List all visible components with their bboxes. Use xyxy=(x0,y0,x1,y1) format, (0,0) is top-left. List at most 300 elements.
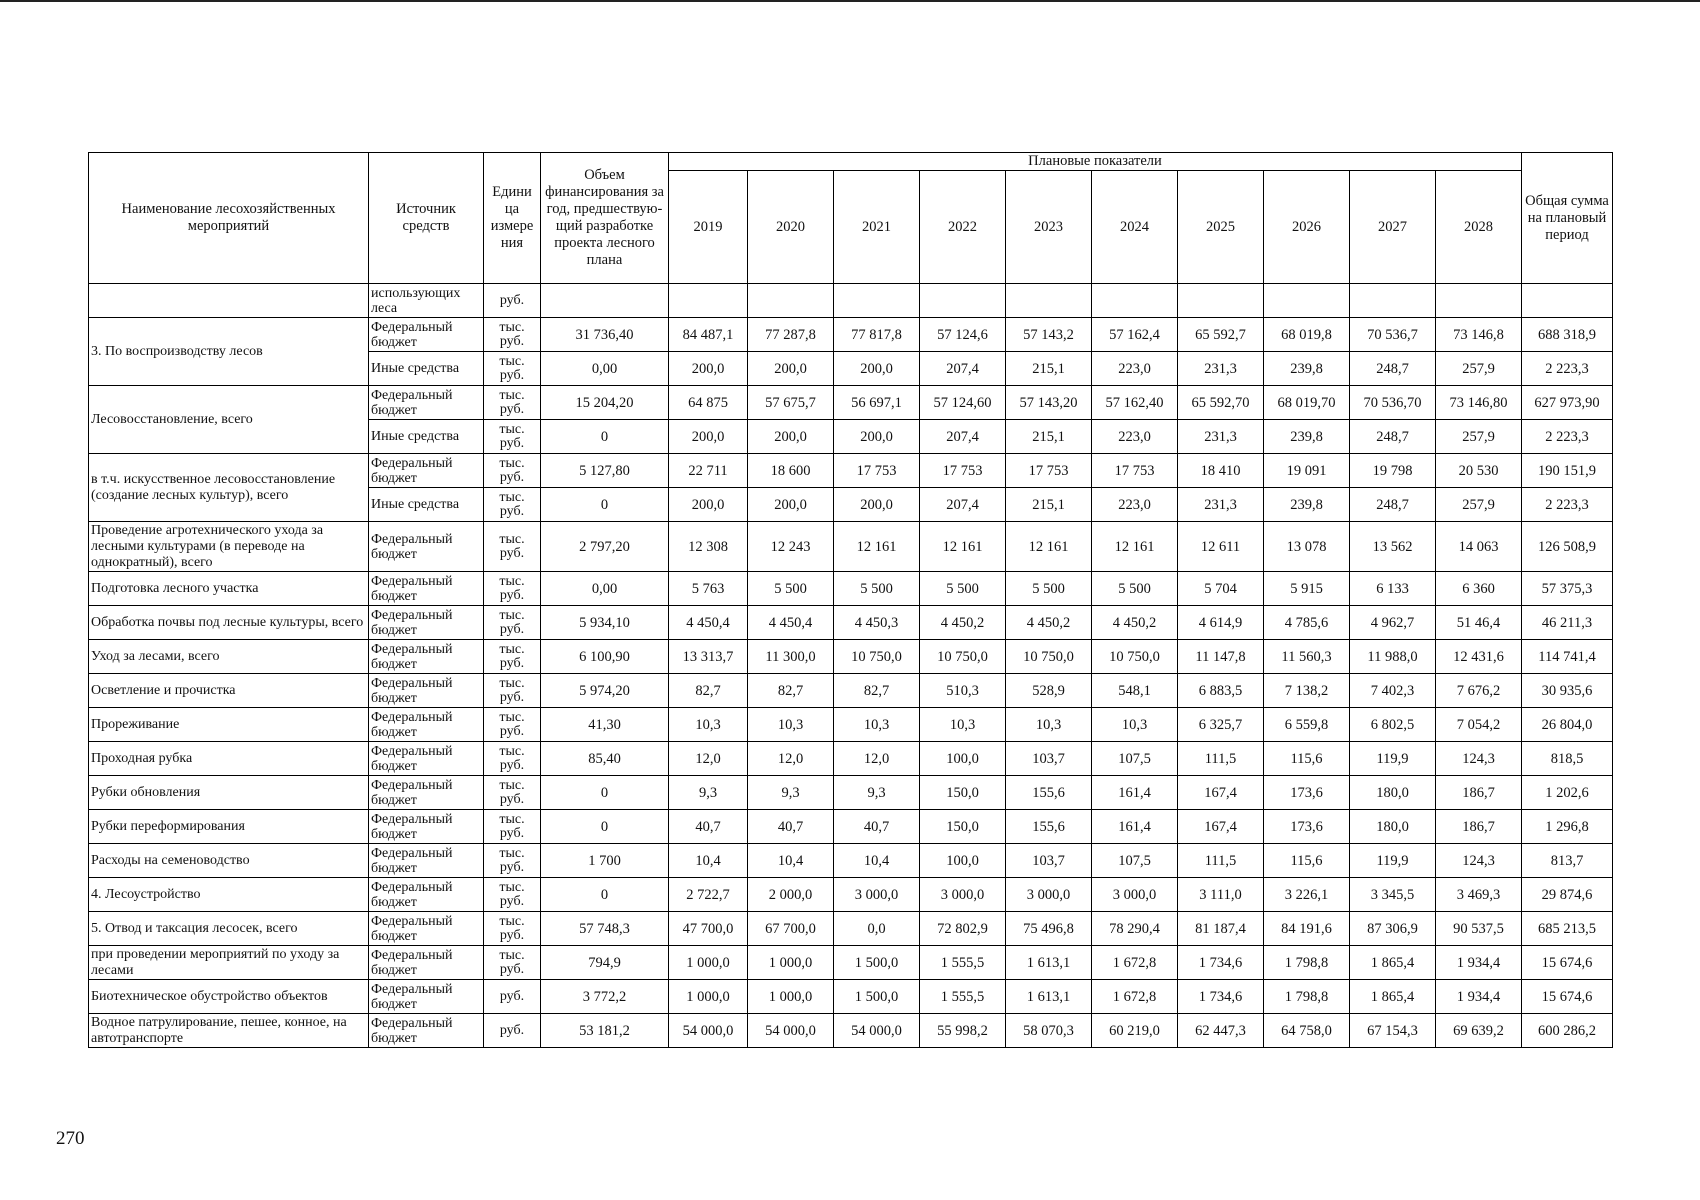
table-row xyxy=(89,318,1613,352)
unit: тыс. руб. xyxy=(484,810,541,844)
year-value: 11 147,8 xyxy=(1178,640,1264,674)
year-value: 12 431,6 xyxy=(1436,640,1522,674)
year-value: 3 000,0 xyxy=(1092,878,1178,912)
prev-volume: 0,00 xyxy=(541,572,669,606)
table-row xyxy=(89,1014,1613,1048)
empty-cell xyxy=(1006,284,1092,318)
prev-volume: 794,9 xyxy=(541,946,669,980)
year-value: 69 639,2 xyxy=(1436,1014,1522,1048)
year-value: 115,6 xyxy=(1264,742,1350,776)
year-value: 223,0 xyxy=(1092,352,1178,386)
year-value: 6 802,5 xyxy=(1350,708,1436,742)
table-row xyxy=(89,742,1613,776)
year-value: 72 802,9 xyxy=(920,912,1006,946)
year-value: 1 934,4 xyxy=(1436,946,1522,980)
year-value: 17 753 xyxy=(1092,454,1178,488)
year-value: 161,4 xyxy=(1092,810,1178,844)
header-year: 2023 xyxy=(1006,171,1092,284)
total-value: 813,7 xyxy=(1522,844,1613,878)
total-value: 685 213,5 xyxy=(1522,912,1613,946)
activity-name: 5. Отвод и таксация лесосек, всего xyxy=(89,912,369,946)
year-value: 82,7 xyxy=(748,674,834,708)
year-value: 3 000,0 xyxy=(920,878,1006,912)
year-value: 5 500 xyxy=(748,572,834,606)
unit: тыс. руб. xyxy=(484,844,541,878)
unit: тыс. руб. xyxy=(484,742,541,776)
year-value: 84 487,1 xyxy=(669,318,748,352)
year-value: 5 915 xyxy=(1264,572,1350,606)
year-value: 19 798 xyxy=(1350,454,1436,488)
year-value: 12,0 xyxy=(748,742,834,776)
year-value: 223,0 xyxy=(1092,420,1178,454)
year-value: 1 613,1 xyxy=(1006,980,1092,1014)
activity-name: при проведении мероприятий по уходу за лесами xyxy=(89,946,369,980)
year-value: 180,0 xyxy=(1350,776,1436,810)
year-value: 100,0 xyxy=(920,742,1006,776)
year-value: 4 450,4 xyxy=(748,606,834,640)
year-value: 5 763 xyxy=(669,572,748,606)
year-value: 1 672,8 xyxy=(1092,980,1178,1014)
year-value: 68 019,8 xyxy=(1264,318,1350,352)
year-value: 20 530 xyxy=(1436,454,1522,488)
year-value: 1 798,8 xyxy=(1264,980,1350,1014)
activity-name: Подготовка лесного участка xyxy=(89,572,369,606)
table-row xyxy=(89,844,1613,878)
funding-source: Федеральный бюджет xyxy=(369,946,484,980)
empty-cell xyxy=(1092,284,1178,318)
header-year: 2028 xyxy=(1436,171,1522,284)
year-value: 248,7 xyxy=(1350,488,1436,522)
year-value: 107,5 xyxy=(1092,742,1178,776)
funding-source: Федеральный бюджет xyxy=(369,522,484,572)
prev-volume: 0,00 xyxy=(541,352,669,386)
row-name-empty xyxy=(89,284,369,318)
prev-volume: 31 736,40 xyxy=(541,318,669,352)
unit: тыс. руб. xyxy=(484,776,541,810)
year-value: 1 500,0 xyxy=(834,980,920,1014)
year-value: 70 536,70 xyxy=(1350,386,1436,420)
total-value: 190 151,9 xyxy=(1522,454,1613,488)
prev-volume: 1 700 xyxy=(541,844,669,878)
year-value: 40,7 xyxy=(669,810,748,844)
year-value: 510,3 xyxy=(920,674,1006,708)
year-value: 173,6 xyxy=(1264,776,1350,810)
year-value: 124,3 xyxy=(1436,844,1522,878)
year-value: 4 450,2 xyxy=(1092,606,1178,640)
year-value: 257,9 xyxy=(1436,352,1522,386)
year-value: 215,1 xyxy=(1006,352,1092,386)
year-value: 13 562 xyxy=(1350,522,1436,572)
year-value: 12 161 xyxy=(920,522,1006,572)
prev-volume: 57 748,3 xyxy=(541,912,669,946)
year-value: 10,3 xyxy=(1006,708,1092,742)
year-value: 548,1 xyxy=(1092,674,1178,708)
prev-volume: 53 181,2 xyxy=(541,1014,669,1048)
year-value: 4 962,7 xyxy=(1350,606,1436,640)
prev-volume: 0 xyxy=(541,878,669,912)
year-value: 239,8 xyxy=(1264,420,1350,454)
table-row xyxy=(89,674,1613,708)
year-value: 119,9 xyxy=(1350,844,1436,878)
year-value: 10,3 xyxy=(748,708,834,742)
row-unit: руб. xyxy=(484,284,541,318)
year-value: 1 734,6 xyxy=(1178,946,1264,980)
year-value: 207,4 xyxy=(920,352,1006,386)
year-value: 248,7 xyxy=(1350,352,1436,386)
unit: тыс. руб. xyxy=(484,946,541,980)
year-value: 173,6 xyxy=(1264,810,1350,844)
year-value: 161,4 xyxy=(1092,776,1178,810)
total-value: 126 508,9 xyxy=(1522,522,1613,572)
year-value: 17 753 xyxy=(1006,454,1092,488)
total-value: 2 223,3 xyxy=(1522,352,1613,386)
year-value: 119,9 xyxy=(1350,742,1436,776)
empty-cell xyxy=(1350,284,1436,318)
year-value: 6 883,5 xyxy=(1178,674,1264,708)
year-value: 257,9 xyxy=(1436,420,1522,454)
activity-name: Уход за лесами, всего xyxy=(89,640,369,674)
year-value: 40,7 xyxy=(834,810,920,844)
prev-volume: 0 xyxy=(541,810,669,844)
activity-name: 4. Лесоустройство xyxy=(89,878,369,912)
year-value: 12 161 xyxy=(834,522,920,572)
activity-name: Водное патрулирование, пешее, конное, на автотранспорте xyxy=(89,1014,369,1048)
year-value: 239,8 xyxy=(1264,352,1350,386)
total-value: 1 296,8 xyxy=(1522,810,1613,844)
empty-cell xyxy=(541,284,669,318)
year-value: 6 360 xyxy=(1436,572,1522,606)
funding-source: Федеральный бюджет xyxy=(369,386,484,420)
year-value: 5 500 xyxy=(834,572,920,606)
total-value: 818,5 xyxy=(1522,742,1613,776)
year-value: 231,3 xyxy=(1178,420,1264,454)
funding-source: Федеральный бюджет xyxy=(369,674,484,708)
year-value: 10,4 xyxy=(834,844,920,878)
year-value: 1 000,0 xyxy=(748,946,834,980)
funding-source: Федеральный бюджет xyxy=(369,606,484,640)
empty-cell xyxy=(920,284,1006,318)
year-value: 1 555,5 xyxy=(920,946,1006,980)
activity-name: Рубки переформирования xyxy=(89,810,369,844)
year-value: 18 410 xyxy=(1178,454,1264,488)
unit: тыс. руб. xyxy=(484,912,541,946)
top-rule xyxy=(0,0,1700,2)
year-value: 5 500 xyxy=(920,572,1006,606)
prev-volume: 5 934,10 xyxy=(541,606,669,640)
year-value: 57 143,20 xyxy=(1006,386,1092,420)
activity-name: Биотехническое обустройство объектов xyxy=(89,980,369,1014)
year-value: 14 063 xyxy=(1436,522,1522,572)
year-value: 10,3 xyxy=(1092,708,1178,742)
year-value: 67 700,0 xyxy=(748,912,834,946)
year-value: 9,3 xyxy=(669,776,748,810)
year-value: 12 611 xyxy=(1178,522,1264,572)
year-value: 13 313,7 xyxy=(669,640,748,674)
table-row xyxy=(89,912,1613,946)
year-value: 107,5 xyxy=(1092,844,1178,878)
year-value: 60 219,0 xyxy=(1092,1014,1178,1048)
year-value: 82,7 xyxy=(834,674,920,708)
year-value: 75 496,8 xyxy=(1006,912,1092,946)
unit: тыс. руб. xyxy=(484,386,541,420)
header-year: 2026 xyxy=(1264,171,1350,284)
year-value: 51 46,4 xyxy=(1436,606,1522,640)
activity-name: Проведение агротехнического ухода за лесными культурами (в переводе на однократный), всего xyxy=(89,522,369,572)
prev-volume: 41,30 xyxy=(541,708,669,742)
year-value: 1 734,6 xyxy=(1178,980,1264,1014)
year-value: 64 758,0 xyxy=(1264,1014,1350,1048)
year-value: 12 308 xyxy=(669,522,748,572)
year-value: 223,0 xyxy=(1092,488,1178,522)
table-body xyxy=(89,284,1613,1048)
year-value: 65 592,7 xyxy=(1178,318,1264,352)
unit: тыс. руб. xyxy=(484,352,541,386)
year-value: 207,4 xyxy=(920,420,1006,454)
activity-name: Расходы на семеноводство xyxy=(89,844,369,878)
year-value: 155,6 xyxy=(1006,810,1092,844)
year-value: 150,0 xyxy=(920,810,1006,844)
activity-name: в т.ч. искусственное лесовосстановление (создание лесных культур), всего xyxy=(89,454,369,522)
prev-volume: 0 xyxy=(541,776,669,810)
year-value: 78 290,4 xyxy=(1092,912,1178,946)
year-value: 111,5 xyxy=(1178,844,1264,878)
header-name: Наименование лесохозяйственных мероприятий xyxy=(89,153,369,284)
year-value: 12,0 xyxy=(834,742,920,776)
activity-name: Лесовосстановление, всего xyxy=(89,386,369,454)
year-value: 200,0 xyxy=(748,352,834,386)
table-row xyxy=(89,878,1613,912)
year-value: 207,4 xyxy=(920,488,1006,522)
year-value: 6 133 xyxy=(1350,572,1436,606)
year-value: 3 469,3 xyxy=(1436,878,1522,912)
year-value: 11 988,0 xyxy=(1350,640,1436,674)
header-source: Источник средств xyxy=(369,153,484,284)
prev-volume: 2 797,20 xyxy=(541,522,669,572)
year-value: 167,4 xyxy=(1178,810,1264,844)
prev-volume: 3 772,2 xyxy=(541,980,669,1014)
table-row xyxy=(89,572,1613,606)
year-value: 103,7 xyxy=(1006,742,1092,776)
unit: тыс. руб. xyxy=(484,572,541,606)
year-value: 1 865,4 xyxy=(1350,980,1436,1014)
funding-source: Федеральный бюджет xyxy=(369,1014,484,1048)
year-value: 18 600 xyxy=(748,454,834,488)
row-source: использующих леса xyxy=(369,284,484,318)
year-value: 1 934,4 xyxy=(1436,980,1522,1014)
year-value: 3 000,0 xyxy=(1006,878,1092,912)
year-value: 73 146,8 xyxy=(1436,318,1522,352)
year-value: 7 402,3 xyxy=(1350,674,1436,708)
total-value: 688 318,9 xyxy=(1522,318,1613,352)
total-value: 600 286,2 xyxy=(1522,1014,1613,1048)
year-value: 9,3 xyxy=(834,776,920,810)
year-value: 1 798,8 xyxy=(1264,946,1350,980)
year-value: 7 676,2 xyxy=(1436,674,1522,708)
header-year: 2027 xyxy=(1350,171,1436,284)
year-value: 215,1 xyxy=(1006,488,1092,522)
year-value: 70 536,7 xyxy=(1350,318,1436,352)
funding-source: Федеральный бюджет xyxy=(369,878,484,912)
funding-source: Федеральный бюджет xyxy=(369,844,484,878)
year-value: 82,7 xyxy=(669,674,748,708)
year-value: 167,4 xyxy=(1178,776,1264,810)
year-value: 2 000,0 xyxy=(748,878,834,912)
year-value: 186,7 xyxy=(1436,810,1522,844)
unit: тыс. руб. xyxy=(484,488,541,522)
year-value: 528,9 xyxy=(1006,674,1092,708)
year-value: 5 500 xyxy=(1006,572,1092,606)
table-row xyxy=(89,640,1613,674)
year-value: 100,0 xyxy=(920,844,1006,878)
year-value: 231,3 xyxy=(1178,488,1264,522)
table-row xyxy=(89,776,1613,810)
year-value: 64 875 xyxy=(669,386,748,420)
activity-name: 3. По воспроизводству лесов xyxy=(89,318,369,386)
year-value: 57 124,6 xyxy=(920,318,1006,352)
year-value: 103,7 xyxy=(1006,844,1092,878)
year-value: 4 450,2 xyxy=(920,606,1006,640)
header-plan: Плановые показатели xyxy=(669,153,1522,171)
funding-source: Федеральный бюджет xyxy=(369,454,484,488)
year-value: 12 161 xyxy=(1092,522,1178,572)
total-value: 2 223,3 xyxy=(1522,488,1613,522)
funding-source: Федеральный бюджет xyxy=(369,810,484,844)
header-year: 2022 xyxy=(920,171,1006,284)
total-value: 46 211,3 xyxy=(1522,606,1613,640)
year-value: 10 750,0 xyxy=(834,640,920,674)
year-value: 1 555,5 xyxy=(920,980,1006,1014)
prev-volume: 6 100,90 xyxy=(541,640,669,674)
year-value: 4 450,2 xyxy=(1006,606,1092,640)
year-value: 9,3 xyxy=(748,776,834,810)
year-value: 10,4 xyxy=(669,844,748,878)
table-row xyxy=(89,980,1613,1014)
year-value: 17 753 xyxy=(834,454,920,488)
year-value: 1 000,0 xyxy=(669,946,748,980)
year-value: 0,0 xyxy=(834,912,920,946)
empty-cell xyxy=(1522,284,1613,318)
year-value: 10 750,0 xyxy=(1006,640,1092,674)
unit: тыс. руб. xyxy=(484,674,541,708)
header-year: 2019 xyxy=(669,171,748,284)
year-value: 1 000,0 xyxy=(748,980,834,1014)
table-row xyxy=(89,522,1613,572)
activity-name: Проходная рубка xyxy=(89,742,369,776)
year-value: 4 450,3 xyxy=(834,606,920,640)
funding-source: Федеральный бюджет xyxy=(369,912,484,946)
funding-source: Федеральный бюджет xyxy=(369,640,484,674)
year-value: 1 613,1 xyxy=(1006,946,1092,980)
year-value: 5 500 xyxy=(1092,572,1178,606)
year-value: 68 019,70 xyxy=(1264,386,1350,420)
funding-source: Федеральный бюджет xyxy=(369,776,484,810)
year-value: 200,0 xyxy=(669,352,748,386)
year-value: 65 592,70 xyxy=(1178,386,1264,420)
empty-cell xyxy=(1436,284,1522,318)
year-value: 13 078 xyxy=(1264,522,1350,572)
table-row xyxy=(89,284,1613,318)
total-value: 57 375,3 xyxy=(1522,572,1613,606)
year-value: 239,8 xyxy=(1264,488,1350,522)
year-value: 10,4 xyxy=(748,844,834,878)
empty-cell xyxy=(1264,284,1350,318)
funding-source: Федеральный бюджет xyxy=(369,708,484,742)
year-value: 10,3 xyxy=(669,708,748,742)
total-value: 114 741,4 xyxy=(1522,640,1613,674)
year-value: 4 614,9 xyxy=(1178,606,1264,640)
activity-name: Прореживание xyxy=(89,708,369,742)
prev-volume: 85,40 xyxy=(541,742,669,776)
funding-source: Иные средства xyxy=(369,420,484,454)
total-value: 627 973,90 xyxy=(1522,386,1613,420)
table-row xyxy=(89,606,1613,640)
total-value: 29 874,6 xyxy=(1522,878,1613,912)
year-value: 1 672,8 xyxy=(1092,946,1178,980)
year-value: 10 750,0 xyxy=(1092,640,1178,674)
year-value: 5 704 xyxy=(1178,572,1264,606)
empty-cell xyxy=(1178,284,1264,318)
year-value: 200,0 xyxy=(669,488,748,522)
year-value: 180,0 xyxy=(1350,810,1436,844)
year-value: 10,3 xyxy=(920,708,1006,742)
unit: руб. xyxy=(484,980,541,1014)
funding-source: Федеральный бюджет xyxy=(369,742,484,776)
unit: тыс. руб. xyxy=(484,454,541,488)
year-value: 186,7 xyxy=(1436,776,1522,810)
table-row xyxy=(89,946,1613,980)
funding-source: Федеральный бюджет xyxy=(369,572,484,606)
header-year: 2024 xyxy=(1092,171,1178,284)
unit: тыс. руб. xyxy=(484,522,541,572)
unit: тыс. руб. xyxy=(484,878,541,912)
year-value: 155,6 xyxy=(1006,776,1092,810)
year-value: 62 447,3 xyxy=(1178,1014,1264,1048)
prev-volume: 0 xyxy=(541,488,669,522)
header-year: 2025 xyxy=(1178,171,1264,284)
year-value: 231,3 xyxy=(1178,352,1264,386)
year-value: 3 345,5 xyxy=(1350,878,1436,912)
unit: тыс. руб. xyxy=(484,606,541,640)
prev-volume: 15 204,20 xyxy=(541,386,669,420)
header-unit: Едини ца измере ния xyxy=(484,153,541,284)
year-value: 22 711 xyxy=(669,454,748,488)
year-value: 6 325,7 xyxy=(1178,708,1264,742)
year-value: 12 243 xyxy=(748,522,834,572)
year-value: 57 162,4 xyxy=(1092,318,1178,352)
prev-volume: 0 xyxy=(541,420,669,454)
year-value: 55 998,2 xyxy=(920,1014,1006,1048)
year-value: 40,7 xyxy=(748,810,834,844)
table-row xyxy=(89,454,1613,488)
year-value: 54 000,0 xyxy=(748,1014,834,1048)
total-value: 30 935,6 xyxy=(1522,674,1613,708)
empty-cell xyxy=(669,284,748,318)
year-value: 12 161 xyxy=(1006,522,1092,572)
year-value: 3 226,1 xyxy=(1264,878,1350,912)
year-value: 1 500,0 xyxy=(834,946,920,980)
header-year: 2020 xyxy=(748,171,834,284)
year-value: 56 697,1 xyxy=(834,386,920,420)
year-value: 4 785,6 xyxy=(1264,606,1350,640)
year-value: 1 000,0 xyxy=(669,980,748,1014)
year-value: 19 091 xyxy=(1264,454,1350,488)
year-value: 77 817,8 xyxy=(834,318,920,352)
table-row xyxy=(89,810,1613,844)
unit: тыс. руб. xyxy=(484,708,541,742)
year-value: 1 865,4 xyxy=(1350,946,1436,980)
year-value: 3 111,0 xyxy=(1178,878,1264,912)
table-row xyxy=(89,386,1613,420)
